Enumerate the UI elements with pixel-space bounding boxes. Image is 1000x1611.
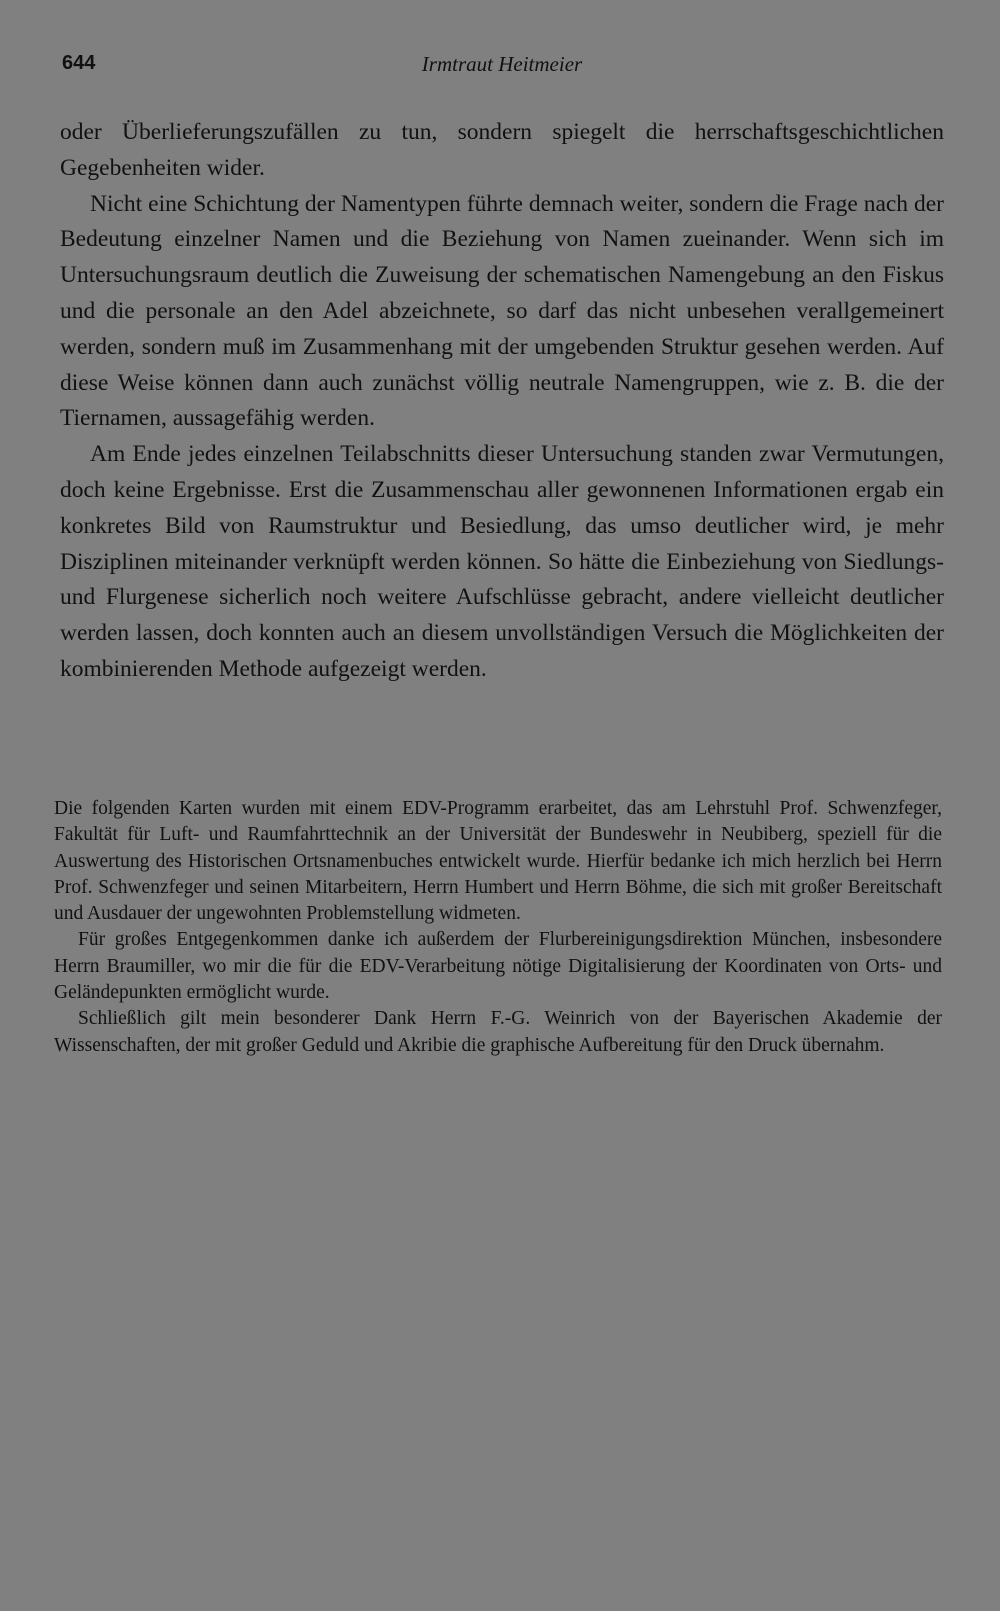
- running-head: Irmtraut Heitmeier: [421, 52, 583, 76]
- body-paragraph: oder Überlieferungszufällen zu tun, sondern spiegelt die herrschaftsgeschichtlichen Gegebenheiten wider.: [60, 119, 944, 181]
- body-paragraph: Nicht eine Schichtung der Namentypen führte demnach weiter, sondern die Frage nach der Bedeutung einzelner Namen und die Beziehung von Namen zueinander. Wenn sich im Untersuchungsraum deutlich die Zuweisung der schematischen Namengebung an den Fiskus und die personale an den Adel abzeichnete, so darf das nicht unbesehen verallgemeinert werden, sondern muß im Zusammenhang mit der umgebenden Struktur gesehen werden. Auf diese Weise können dann auch zunächst völlig neutrale Namengruppen, wie z. B. die der Tiernamen, aussagefähig werden.: [60, 190, 944, 432]
- body-text: [60, 115, 944, 688]
- page-number: 644: [62, 52, 96, 74]
- note-paragraph: Die folgenden Karten wurden mit einem EDV-Programm erarbeitet, das am Lehrstuhl Prof. Schwenzfeger, Fakultät für Luft- und Raumfahrttechnik an der Universität der Bundeswehr in Neubiberg, speziell für die Auswertung des Historischen Ortsnamenbuches entwickelt wurde. Hierfür bedanke ich mich herzlich bei Herrn Prof. Schwenzfeger und seinen Mitarbeitern, Herrn Humbert und Herrn Böhme, die sich mit großer Bereitschaft und Ausdauer der ungewohnten Problemstellung widmeten.: [54, 798, 942, 925]
- acknowledgement-notes: [54, 796, 942, 1059]
- note-paragraph: Für großes Entgegenkommen danke ich außerdem der Flurbereinigungsdirektion München, insbesondere Herrn Braumiller, wo mir die für die EDV-Verarbeitung nötige Digitalisierung der Koordinaten von Orts- und Geländepunkten ermöglicht wurde.: [54, 929, 942, 1004]
- note-paragraph: Schließlich gilt mein besonderer Dank Herrn F.-G. Weinrich von der Bayerischen Akademie der Wissenschaften, der mit großer Geduld und Akribie die graphische Aufbereitung für den Druck übernahm.: [54, 1008, 942, 1056]
- page-header: [62, 44, 942, 84]
- body-paragraph: Am Ende jedes einzelnen Teilabschnitts dieser Untersuchung standen zwar Vermutungen, doch keine Ergebnisse. Erst die Zusammenschau aller gewonnenen Informationen ergab ein konkretes Bild von Raumstruktur und Besiedlung, das umso deutlicher wird, je mehr Disziplinen miteinander verknüpft werden können. So hätte die Einbeziehung von Siedlungs- und Flurgenese sicherlich noch weitere Aufschlüsse gebracht, andere vielleicht deutlicher werden lassen, doch konnten auch an diesem unvollständigen Versuch die Möglichkeiten der kombinierenden Methode aufgezeigt werden.: [60, 441, 944, 682]
